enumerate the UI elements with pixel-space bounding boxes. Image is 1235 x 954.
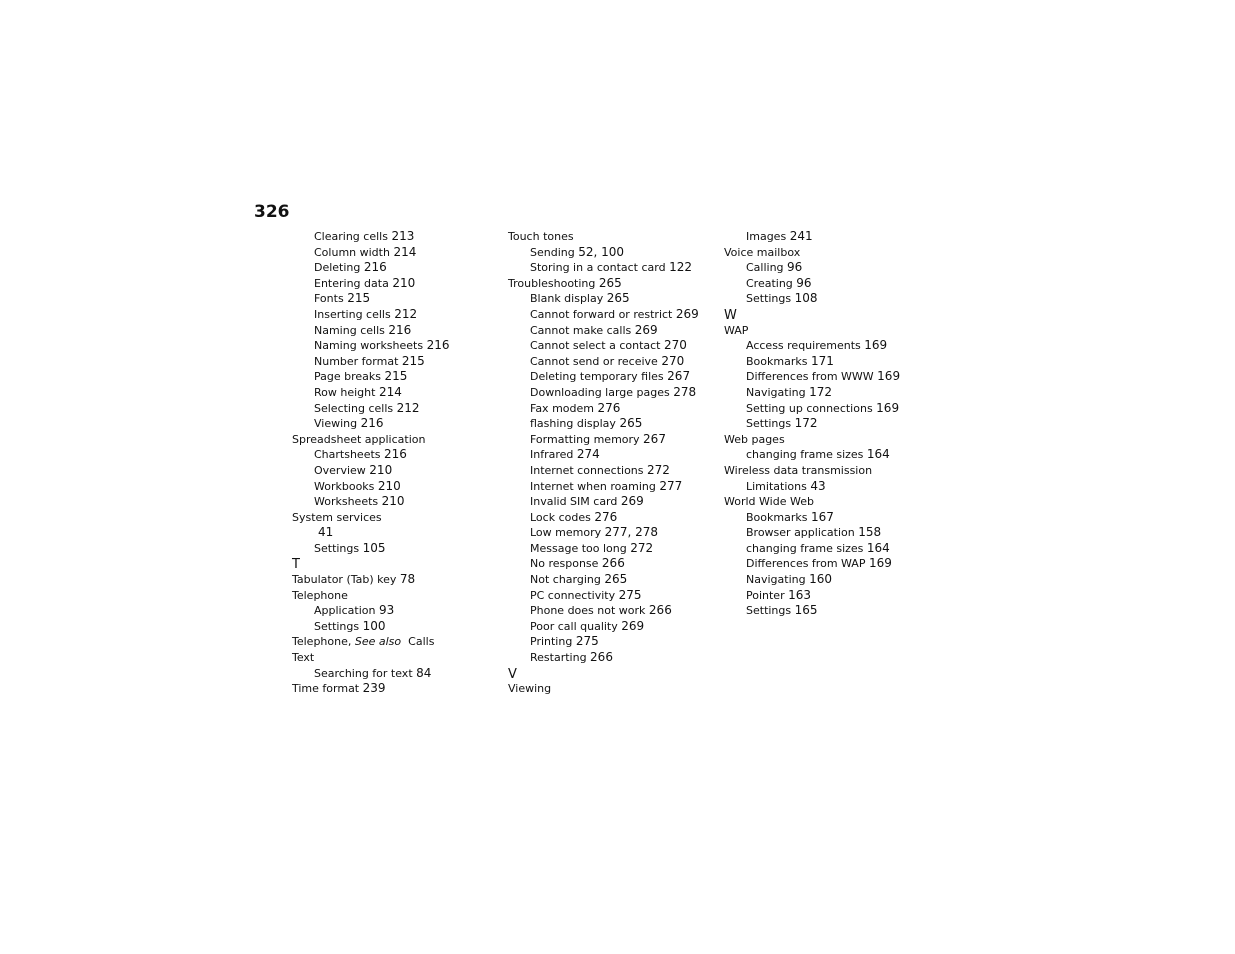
- page-reference: 265: [604, 572, 628, 587]
- page-reference: 266: [601, 556, 625, 571]
- page-reference: 41: [318, 525, 334, 540]
- index-term: Poor call quality: [530, 619, 618, 633]
- index-sub-entry: [724, 556, 939, 572]
- page-reference: 158: [858, 525, 882, 540]
- index-sub-entry: [292, 354, 507, 370]
- index-sub-entry: [724, 603, 939, 619]
- index-term: Images: [746, 230, 787, 243]
- index-sub-entry: [724, 369, 939, 385]
- index-term: Cannot select a contact: [530, 339, 661, 353]
- index-term: Storing in a contact card: [530, 261, 666, 275]
- page-reference: 169: [864, 338, 888, 353]
- index-term: Number format: [314, 354, 399, 368]
- page-reference: 212: [396, 400, 420, 415]
- index-term: Blank display: [530, 292, 604, 306]
- index-term: Workbooks: [314, 479, 375, 493]
- index-sub-entry: [724, 525, 939, 541]
- index-sub-entry: [724, 291, 939, 307]
- index-term: changing frame sizes: [746, 448, 864, 462]
- index-term: Naming worksheets: [314, 339, 424, 353]
- index-sub-entry: [724, 479, 939, 495]
- index-term: Time format: [292, 682, 360, 696]
- index-term: Telephone,: [292, 635, 352, 649]
- index-term: Navigating: [746, 573, 806, 587]
- page-reference: 171: [810, 353, 834, 368]
- index-letter: V: [508, 666, 517, 682]
- page-reference: 265: [619, 416, 643, 431]
- index-term: Viewing: [314, 417, 358, 431]
- index-sub-entry: [292, 338, 507, 354]
- page-reference: 214: [378, 384, 402, 399]
- index-sub-entry: [292, 603, 507, 619]
- index-term: World Wide Web: [724, 495, 814, 509]
- index-sub-entry: [724, 338, 939, 354]
- index-term: Settings: [746, 292, 792, 306]
- index-term: Differences from WWW: [746, 370, 874, 384]
- index-sub-entry: [724, 572, 939, 588]
- index-term: Text: [292, 651, 315, 665]
- page-reference: 269: [621, 618, 645, 633]
- index-term: Troubleshooting: [508, 276, 596, 290]
- index-sub-entry: [508, 463, 723, 479]
- index-term: Access requirements: [746, 339, 861, 353]
- index-main-entry: [292, 650, 507, 666]
- index-term: Settings: [314, 541, 360, 555]
- page-reference: 270: [664, 338, 687, 353]
- index-sub-entry: [292, 291, 507, 307]
- index-sub-entry: [292, 541, 507, 557]
- page-reference: 78: [399, 572, 416, 587]
- index-term: PC connectivity: [530, 588, 616, 602]
- index-column-2: [508, 229, 723, 697]
- index-letter: T: [292, 557, 300, 573]
- page-reference: 269: [620, 494, 644, 509]
- page-reference: 216: [363, 260, 387, 275]
- index-term: Worksheets: [314, 495, 379, 509]
- page-reference: 216: [384, 447, 407, 462]
- index-sub-entry: [508, 634, 723, 650]
- index-term: Column width: [314, 245, 390, 259]
- index-sub-entry: [292, 229, 507, 245]
- index-sub-entry: [508, 556, 723, 572]
- index-sub-entry: [508, 494, 723, 510]
- index-term: Fonts: [314, 292, 344, 306]
- index-term: Calling: [746, 261, 784, 275]
- index-sub-entry: [292, 276, 507, 292]
- page-reference: 172: [809, 384, 832, 399]
- index-term: Voice mailbox: [724, 245, 801, 259]
- page-reference: 164: [866, 447, 890, 462]
- page-reference: 216: [426, 338, 450, 353]
- index-term: Spreadsheet application: [292, 432, 426, 446]
- index-term: Cannot send or receive: [530, 354, 658, 368]
- index-main-entry: [724, 432, 939, 448]
- index-term: Inserting cells: [314, 307, 391, 321]
- index-sub-entry: [724, 260, 939, 276]
- index-term: Printing: [530, 635, 573, 649]
- page-reference: 274: [576, 447, 600, 462]
- page-reference: 265: [598, 275, 622, 290]
- page-reference: 210: [392, 275, 416, 290]
- index-term: Not charging: [530, 573, 601, 587]
- page-reference: 108: [794, 291, 818, 306]
- index-term: Deleting temporary files: [530, 370, 664, 384]
- index-main-entry: [724, 245, 939, 261]
- index-sub-entry: [292, 323, 507, 339]
- index-term: Tabulator (Tab) key: [292, 573, 397, 587]
- index-column-3: [724, 229, 939, 619]
- page-reference: 167: [810, 509, 834, 524]
- index-term: Invalid SIM card: [530, 495, 618, 509]
- index-term: Navigating: [746, 385, 806, 399]
- index-main-entry: [724, 323, 939, 339]
- index-main-entry: [292, 572, 507, 588]
- index-main-entry: [508, 276, 723, 292]
- index-sub-entry: [508, 291, 723, 307]
- index-term: Restarting: [530, 651, 587, 665]
- index-sub-entry: [724, 447, 939, 463]
- index-term: Bookmarks: [746, 510, 808, 524]
- index-term: Low memory: [530, 526, 602, 540]
- index-sub-entry: [508, 510, 723, 526]
- index-sub-entry: [292, 307, 507, 323]
- page-reference: 267: [643, 431, 666, 446]
- page-reference: 269: [634, 322, 658, 337]
- index-term: Overview: [314, 463, 366, 477]
- index-sub-entry: [508, 479, 723, 495]
- index-sub-entry: [292, 666, 507, 682]
- index-term: Searching for text: [314, 666, 413, 680]
- index-term: Pointer: [746, 588, 785, 602]
- page-reference: 169: [868, 556, 892, 571]
- index-term: Row height: [314, 385, 376, 399]
- index-main-entry: [724, 494, 939, 510]
- index-sub-entry: [508, 354, 723, 370]
- index-term: Cannot make calls: [530, 323, 632, 337]
- page-reference: 172: [794, 416, 818, 431]
- index-sub-entry: [724, 229, 939, 245]
- page-reference: 276: [597, 400, 621, 415]
- page-reference: 276: [594, 509, 618, 524]
- index-term: Clearing cells: [314, 230, 388, 243]
- index-term: Limitations: [746, 479, 807, 493]
- index-sub-entry: [508, 369, 723, 385]
- index-term: Formatting memory: [530, 432, 640, 446]
- index-main-entry: [292, 588, 507, 604]
- index-sub-entry: [292, 369, 507, 385]
- index-sub-entry: [508, 401, 723, 417]
- index-term: Viewing: [508, 682, 552, 696]
- index-sub-entry: [292, 463, 507, 479]
- index-letter: W: [724, 307, 737, 323]
- index-term: changing frame sizes: [746, 541, 864, 555]
- index-sub-entry: [508, 307, 723, 323]
- index-sub-entry: [508, 323, 723, 339]
- index-sub-entry: [508, 588, 723, 604]
- index-term: Settings: [314, 619, 360, 633]
- index-sub-entry: [292, 245, 507, 261]
- index-sub-entry: [508, 385, 723, 401]
- index-term: Fax modem: [530, 401, 594, 415]
- index-letter-heading: [724, 307, 939, 323]
- page-reference: 212: [394, 306, 418, 321]
- index-term: Downloading large pages: [530, 385, 670, 399]
- page-reference: 105: [362, 540, 386, 555]
- page-reference: 122: [669, 260, 692, 275]
- page-reference: 265: [606, 291, 630, 306]
- index-term: Internet when roaming: [530, 479, 656, 493]
- index-sub-entry: [508, 650, 723, 666]
- page-reference: 210: [369, 462, 393, 477]
- page-reference: 269: [675, 306, 699, 321]
- page-reference: 241: [789, 229, 813, 243]
- index-term: Deleting: [314, 261, 361, 275]
- index-term: Naming cells: [314, 323, 385, 337]
- index-term: Page breaks: [314, 370, 381, 384]
- index-term: Creating: [746, 276, 793, 290]
- page-reference: 215: [384, 369, 408, 384]
- page-reference: 96: [796, 275, 812, 290]
- index-term: Settings: [746, 417, 792, 431]
- page-reference: 169: [877, 369, 901, 384]
- index-main-entry: [724, 463, 939, 479]
- index-sub-entry: [292, 401, 507, 417]
- index-term: Setting up connections: [746, 401, 873, 415]
- index-sub-entry: [292, 619, 507, 635]
- page-reference: 215: [347, 291, 371, 306]
- page-reference: 270: [661, 353, 685, 368]
- index-sub-entry: [508, 525, 723, 541]
- index-sub-entry: [508, 245, 723, 261]
- index-main-entry: [508, 681, 723, 697]
- index-term: Phone does not work: [530, 604, 646, 618]
- index-letter-heading: [508, 666, 723, 682]
- index-term: Web pages: [724, 432, 785, 446]
- index-term: Chartsheets: [314, 448, 381, 462]
- page-reference: 278: [673, 384, 697, 399]
- index-sub-entry: [724, 385, 939, 401]
- index-sub-entry: [292, 494, 507, 510]
- page-reference: 210: [377, 478, 401, 493]
- index-main-entry: [292, 432, 507, 448]
- page-reference: 272: [630, 540, 654, 555]
- index-sub-entry: [508, 541, 723, 557]
- index-sub-entry: [292, 385, 507, 401]
- page-reference: 43: [810, 478, 826, 493]
- index-term: Settings: [746, 604, 792, 618]
- page-reference: 272: [647, 462, 670, 477]
- page-reference: 163: [788, 587, 812, 602]
- index-sub-entry: [508, 260, 723, 276]
- index-sub-entry: [724, 276, 939, 292]
- page-number: 326: [254, 202, 290, 222]
- index-main-entry: [292, 510, 507, 526]
- page-reference: 93: [378, 603, 395, 618]
- index-sub-entry: [724, 416, 939, 432]
- index-term: flashing display: [530, 417, 616, 431]
- index-sub-entry: [724, 541, 939, 557]
- index-term: Telephone: [292, 588, 348, 602]
- page-reference: 275: [618, 587, 642, 602]
- page-reference: 216: [388, 322, 412, 337]
- index-term: Differences from WAP: [746, 557, 866, 571]
- index-main-entry: [292, 681, 507, 697]
- index-term: Touch tones: [508, 230, 574, 243]
- page-reference: 266: [648, 603, 672, 618]
- index-sub-entry: [508, 572, 723, 588]
- index-letter-heading: [292, 556, 507, 572]
- index-term: Selecting cells: [314, 401, 394, 415]
- page-reference: 214: [393, 244, 417, 259]
- index-sub-entry: [292, 260, 507, 276]
- index-sub-entry: [508, 447, 723, 463]
- page-reference: 52, 100: [578, 244, 625, 259]
- index-sub-entry: [508, 619, 723, 635]
- page-reference: 215: [401, 353, 425, 368]
- index-term: Browser application: [746, 526, 855, 540]
- page-reference: 213: [391, 229, 415, 243]
- index-term: Entering data: [314, 276, 389, 290]
- index-see-also-entry: [292, 634, 507, 650]
- index-column-1: [292, 229, 507, 697]
- index-term: WAP: [724, 323, 749, 337]
- index-term: Message too long: [530, 541, 627, 555]
- index-sub-entry: [508, 338, 723, 354]
- index-term: Infrared: [530, 448, 574, 462]
- see-also-target: Calls: [408, 635, 435, 649]
- index-term: Bookmarks: [746, 354, 808, 368]
- index-sub-entry: [508, 603, 723, 619]
- index-sub-entry: [724, 588, 939, 604]
- index-sub-entry: [508, 416, 723, 432]
- page-reference: 84: [416, 665, 432, 680]
- index-term: Cannot forward or restrict: [530, 307, 673, 321]
- see-also-label: See also: [354, 635, 402, 649]
- index-term: No response: [530, 557, 599, 571]
- index-term: Sending: [530, 245, 575, 259]
- index-sub-entry: [292, 525, 507, 541]
- page-reference: 267: [667, 369, 691, 384]
- index-sub-entry: [724, 510, 939, 526]
- page-reference: 277, 278: [604, 525, 659, 540]
- index-main-entry: [508, 229, 723, 245]
- page-reference: 239: [362, 681, 386, 696]
- page-reference: 277: [659, 478, 683, 493]
- index-sub-entry: [292, 479, 507, 495]
- index-sub-entry: [292, 416, 507, 432]
- page-reference: 165: [794, 603, 818, 618]
- page-reference: 160: [809, 572, 832, 587]
- index-sub-entry: [724, 401, 939, 417]
- page-reference: 169: [876, 400, 900, 415]
- page-reference: 275: [575, 634, 599, 649]
- page-reference: 266: [590, 650, 613, 665]
- index-sub-entry: [292, 447, 507, 463]
- index-term: System services: [292, 510, 382, 524]
- index-sub-entry: [724, 354, 939, 370]
- page-reference: 100: [362, 618, 386, 633]
- index-sub-entry: [508, 432, 723, 448]
- index-term: Lock codes: [530, 510, 591, 524]
- page-reference: 164: [866, 540, 890, 555]
- page-reference: 216: [360, 416, 384, 431]
- page-reference: 210: [381, 494, 405, 509]
- index-term: Wireless data transmission: [724, 463, 873, 477]
- index-term: Internet connections: [530, 463, 644, 477]
- page-reference: 96: [787, 260, 803, 275]
- index-term: Application: [314, 604, 376, 618]
